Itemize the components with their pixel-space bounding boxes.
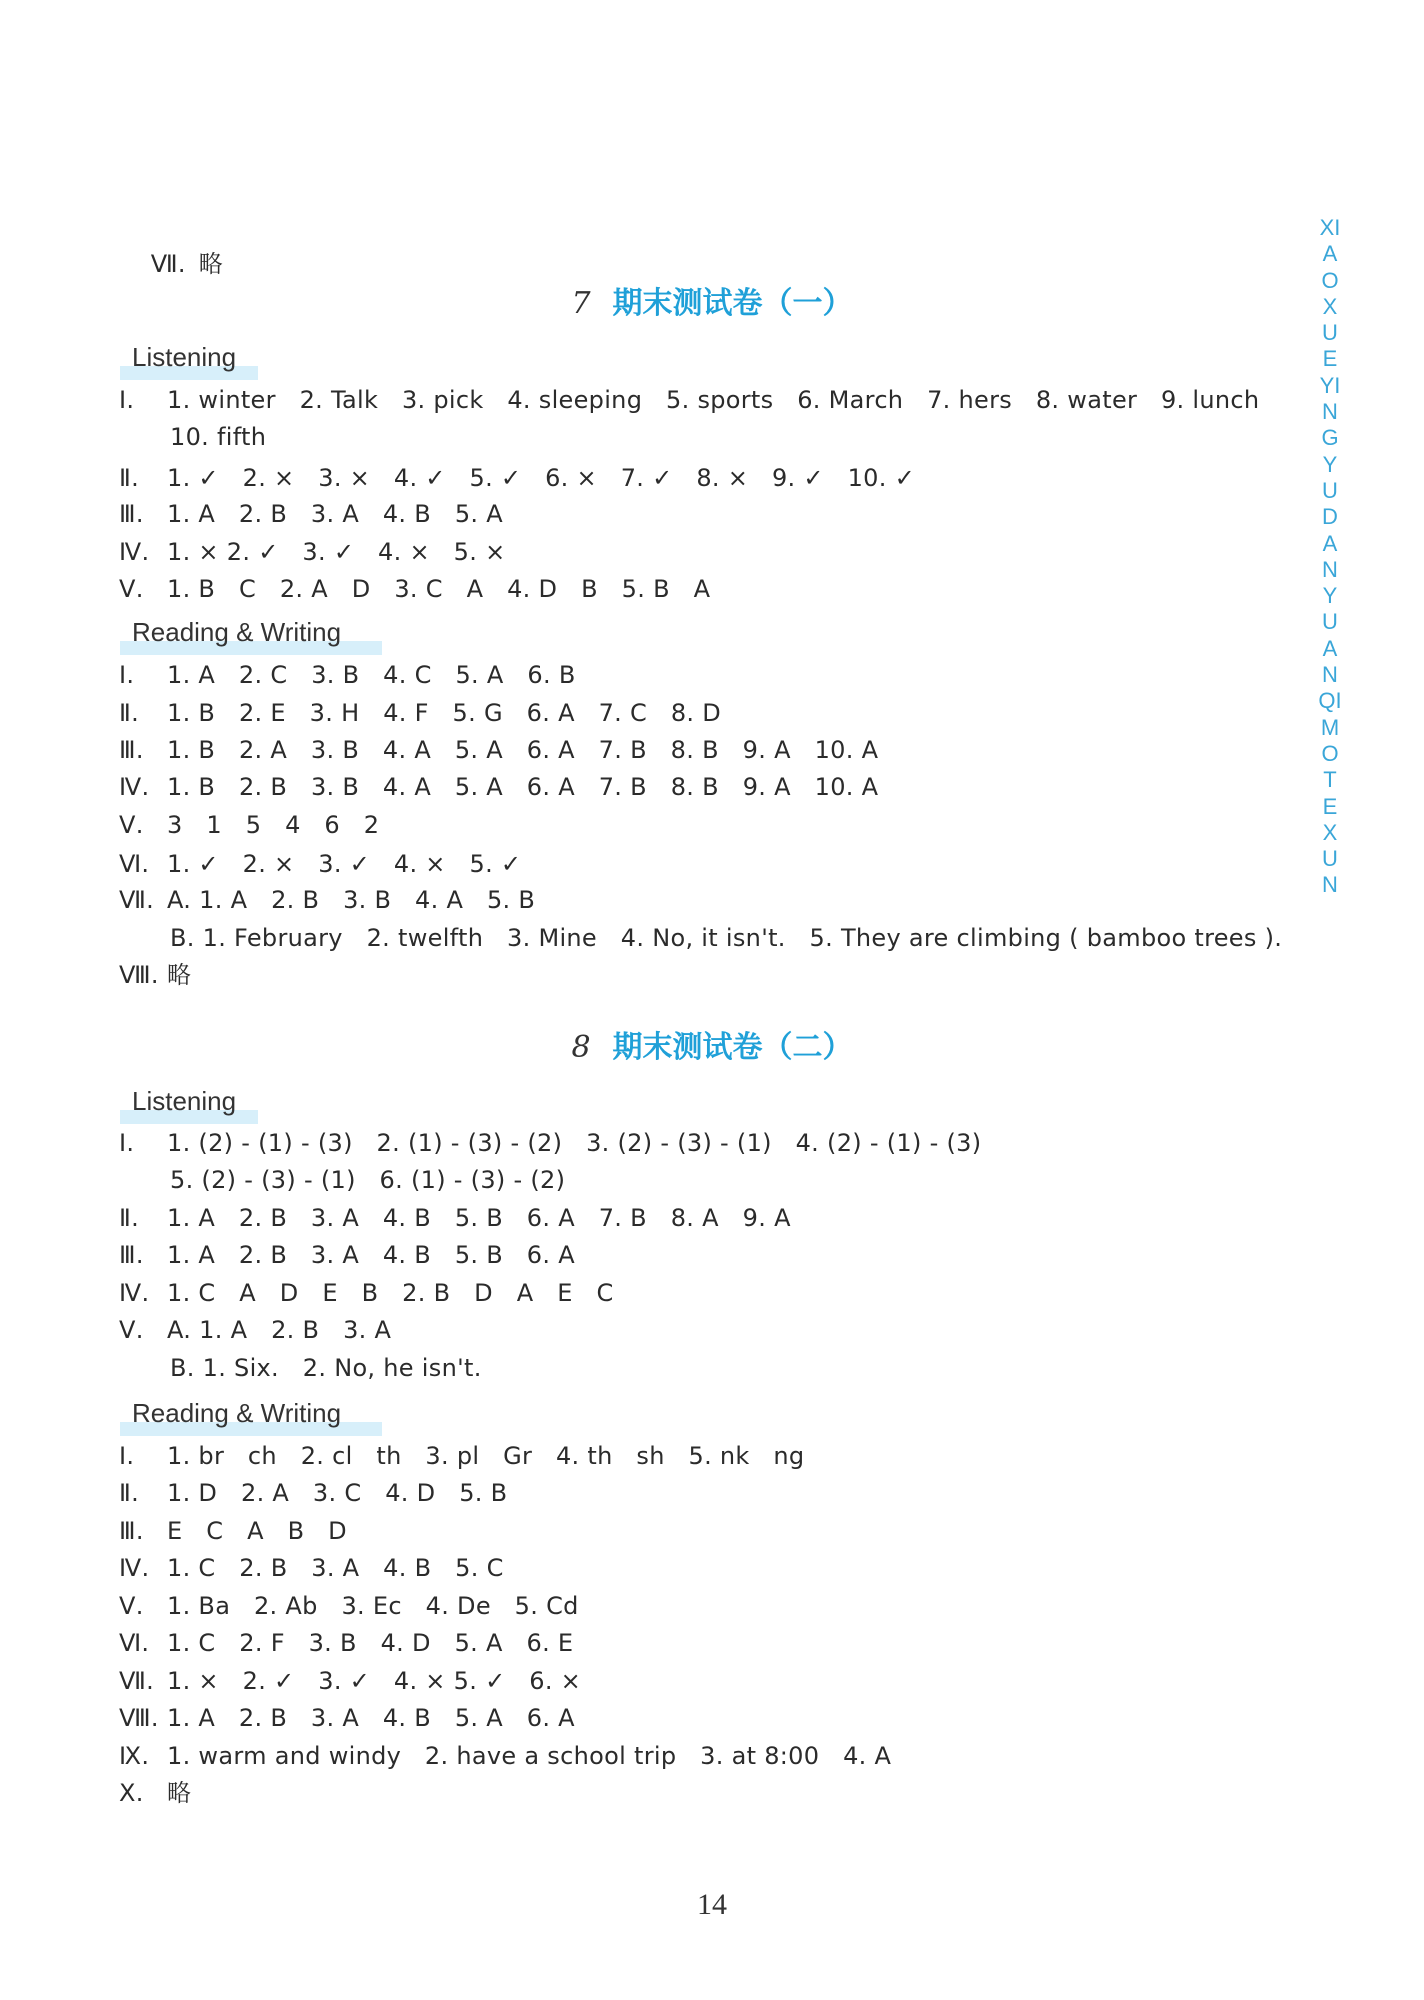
item-answers: 1. A 2. B 3. A 4. B 5. B 6. A 7. B 8. A 9. A <box>167 1204 791 1232</box>
item-number: Ⅸ. <box>119 1742 150 1770</box>
item-answers: B. 1. February 2. twelfth 3. Mine 4. No, it isn't. 5. They are climbing ( bamboo trees ). <box>170 924 1283 952</box>
item-answers: 1. × 2. ✓ 3. ✓ 4. × 5. ✓ 6. × <box>167 1667 582 1695</box>
answer-line <box>119 1277 614 1309</box>
item-answers: E C A B D <box>167 1517 347 1545</box>
answer-line <box>119 1515 347 1547</box>
item-answers: 1. br ch 2. cl th 3. pl Gr 4. th sh 5. nk ng <box>167 1442 805 1470</box>
answer-line <box>119 884 535 916</box>
subsection-heading: Reading & Writing <box>120 615 382 655</box>
answer-line <box>119 1665 581 1697</box>
answer-line <box>119 1740 891 1772</box>
answer-line <box>119 536 505 568</box>
item-number: Ⅶ. <box>119 886 155 914</box>
answer-line-continued <box>170 1164 565 1196</box>
answer-line <box>119 1590 579 1622</box>
item-answers: 10. fifth <box>170 423 267 451</box>
item-number: Ⅳ. <box>119 1279 150 1307</box>
item-answers: 略 <box>167 961 192 989</box>
item-answers: 1. ✓ 2. × 3. ✓ 4. × 5. ✓ <box>167 850 522 878</box>
item-number: Ⅱ. <box>119 1204 140 1232</box>
answer-line <box>119 771 878 803</box>
item-answers: 1. A 2. B 3. A 4. B 5. A 6. A <box>167 1704 575 1732</box>
subsection-heading: Listening <box>120 1084 258 1124</box>
answer-line <box>119 697 721 729</box>
item-number: Ⅵ. <box>119 850 150 878</box>
answer-line <box>119 1702 575 1734</box>
item-number: Ⅲ. <box>119 500 144 528</box>
section-title <box>0 1028 1424 1068</box>
item-answers: 1. ✓ 2. × 3. × 4. ✓ 5. ✓ 6. × 7. ✓ 8. × 9. ✓ 10. ✓ <box>167 464 916 492</box>
item-number: Ⅰ. <box>119 386 135 414</box>
answer-line <box>119 1239 575 1271</box>
answer-line-continued <box>170 922 1282 954</box>
item-number: Ⅴ. <box>119 575 144 603</box>
item-answers: 1. A 2. C 3. B 4. C 5. A 6. B <box>167 661 576 689</box>
answer-line <box>119 384 1259 416</box>
item-number: Ⅹ. <box>119 1779 144 1807</box>
item-number: Ⅳ. <box>119 773 150 801</box>
answer-line <box>119 1627 573 1659</box>
item-answers: 1. C 2. B 3. A 4. B 5. C <box>167 1554 504 1582</box>
answer-line <box>119 1552 504 1584</box>
item-answers: 1. B C 2. A D 3. C A 4. D B 5. B A <box>167 575 711 603</box>
section-title <box>0 284 1424 324</box>
item-answers: 略 <box>198 250 224 278</box>
item-number: Ⅲ. <box>119 1517 144 1545</box>
item-number: Ⅱ. <box>119 699 140 727</box>
item-number: Ⅰ. <box>119 1129 135 1157</box>
item-answers: A. 1. A 2. B 3. A <box>167 1316 392 1344</box>
item-answers: B. 1. Six. 2. No, he isn't. <box>170 1354 482 1382</box>
answer-line <box>119 734 878 766</box>
item-number: Ⅴ. <box>119 811 144 839</box>
answer-line <box>119 462 915 494</box>
item-answers: 1. A 2. B 3. A 4. B 5. B 6. A <box>167 1241 575 1269</box>
answer-line <box>119 498 503 530</box>
item-answers: 1. Ba 2. Ab 3. Ec 4. De 5. Cd <box>167 1592 579 1620</box>
item-number: Ⅳ. <box>119 1554 150 1582</box>
answer-line <box>119 1314 391 1346</box>
answer-line-continued <box>170 1352 482 1384</box>
answer-line <box>119 809 379 841</box>
item-number: Ⅶ. <box>150 250 186 278</box>
item-answers: 1. C A D E B 2. B D A E C <box>167 1279 614 1307</box>
item-answers: 1. warm and windy 2. have a school trip 3. at 8:00 4. A <box>167 1742 892 1770</box>
item-number: Ⅲ. <box>119 736 144 764</box>
item-answers: 1. winter 2. Talk 3. pick 4. sleeping 5. sports 6. March 7. hers 8. water 9. lunch <box>167 386 1260 414</box>
answer-line <box>119 1202 791 1234</box>
answer-line <box>119 1127 981 1159</box>
item-number: Ⅵ. <box>119 1629 150 1657</box>
item-answers: 略 <box>167 1779 192 1807</box>
item-number: Ⅰ. <box>119 1442 135 1470</box>
section-title-text: 期末测试卷（一） <box>612 286 853 321</box>
item-answers: 1. A 2. B 3. A 4. B 5. A <box>167 500 503 528</box>
page-number: 14 <box>697 1888 727 1921</box>
answer-line <box>119 659 576 691</box>
answer-line <box>119 959 191 991</box>
item-number: Ⅴ. <box>119 1592 144 1620</box>
item-answers: 1. B 2. B 3. B 4. A 5. A 6. A 7. B 8. B 9. A 10. A <box>167 773 879 801</box>
item-number: Ⅱ. <box>119 1479 140 1507</box>
item-number: Ⅷ. <box>119 1704 159 1732</box>
item-answers: 1. B 2. E 3. H 4. F 5. G 6. A 7. C 8. D <box>167 699 722 727</box>
item-answers: 1. C 2. F 3. B 4. D 5. A 6. E <box>167 1629 574 1657</box>
item-answers: 1. B 2. A 3. B 4. A 5. A 6. A 7. B 8. B 9. A 10. A <box>167 736 879 764</box>
section-number: 7 <box>571 286 591 321</box>
subsection-heading: Reading & Writing <box>120 1396 382 1436</box>
item-answers: 1. D 2. A 3. C 4. D 5. B <box>167 1479 508 1507</box>
item-number: Ⅳ. <box>119 538 150 566</box>
answer-line <box>119 848 521 880</box>
item-number: Ⅲ. <box>119 1241 144 1269</box>
answer-line <box>119 573 710 605</box>
section-title-text: 期末测试卷（二） <box>612 1030 853 1065</box>
item-number: Ⅰ. <box>119 661 135 689</box>
side-series-title: XIAOXUEYINGYUDANYUANQIMOTEXUN <box>1318 215 1342 898</box>
item-number: Ⅷ. <box>119 961 159 989</box>
section-number: 8 <box>571 1030 591 1065</box>
item-number: Ⅱ. <box>119 464 140 492</box>
answer-line <box>119 1477 507 1509</box>
item-answers: 5. (2) - (3) - (1) 6. (1) - (3) - (2) <box>170 1166 566 1194</box>
item-number: Ⅶ. <box>119 1667 155 1695</box>
item-number: Ⅴ. <box>119 1316 144 1344</box>
item-answers: 1. × 2. ✓ 3. ✓ 4. × 5. × <box>167 538 506 566</box>
answer-line <box>119 1777 191 1809</box>
item-answers: A. 1. A 2. B 3. B 4. A 5. B <box>167 886 536 914</box>
answer-line <box>119 1440 804 1472</box>
subsection-heading: Listening <box>120 340 258 380</box>
item-answers: 3 1 5 4 6 2 <box>167 811 380 839</box>
answer-line-continued <box>170 421 266 453</box>
item-answers: 1. (2) - (1) - (3) 2. (1) - (3) - (2) 3. (2) - (3) - (1) 4. (2) - (1) - (3) <box>167 1129 982 1157</box>
